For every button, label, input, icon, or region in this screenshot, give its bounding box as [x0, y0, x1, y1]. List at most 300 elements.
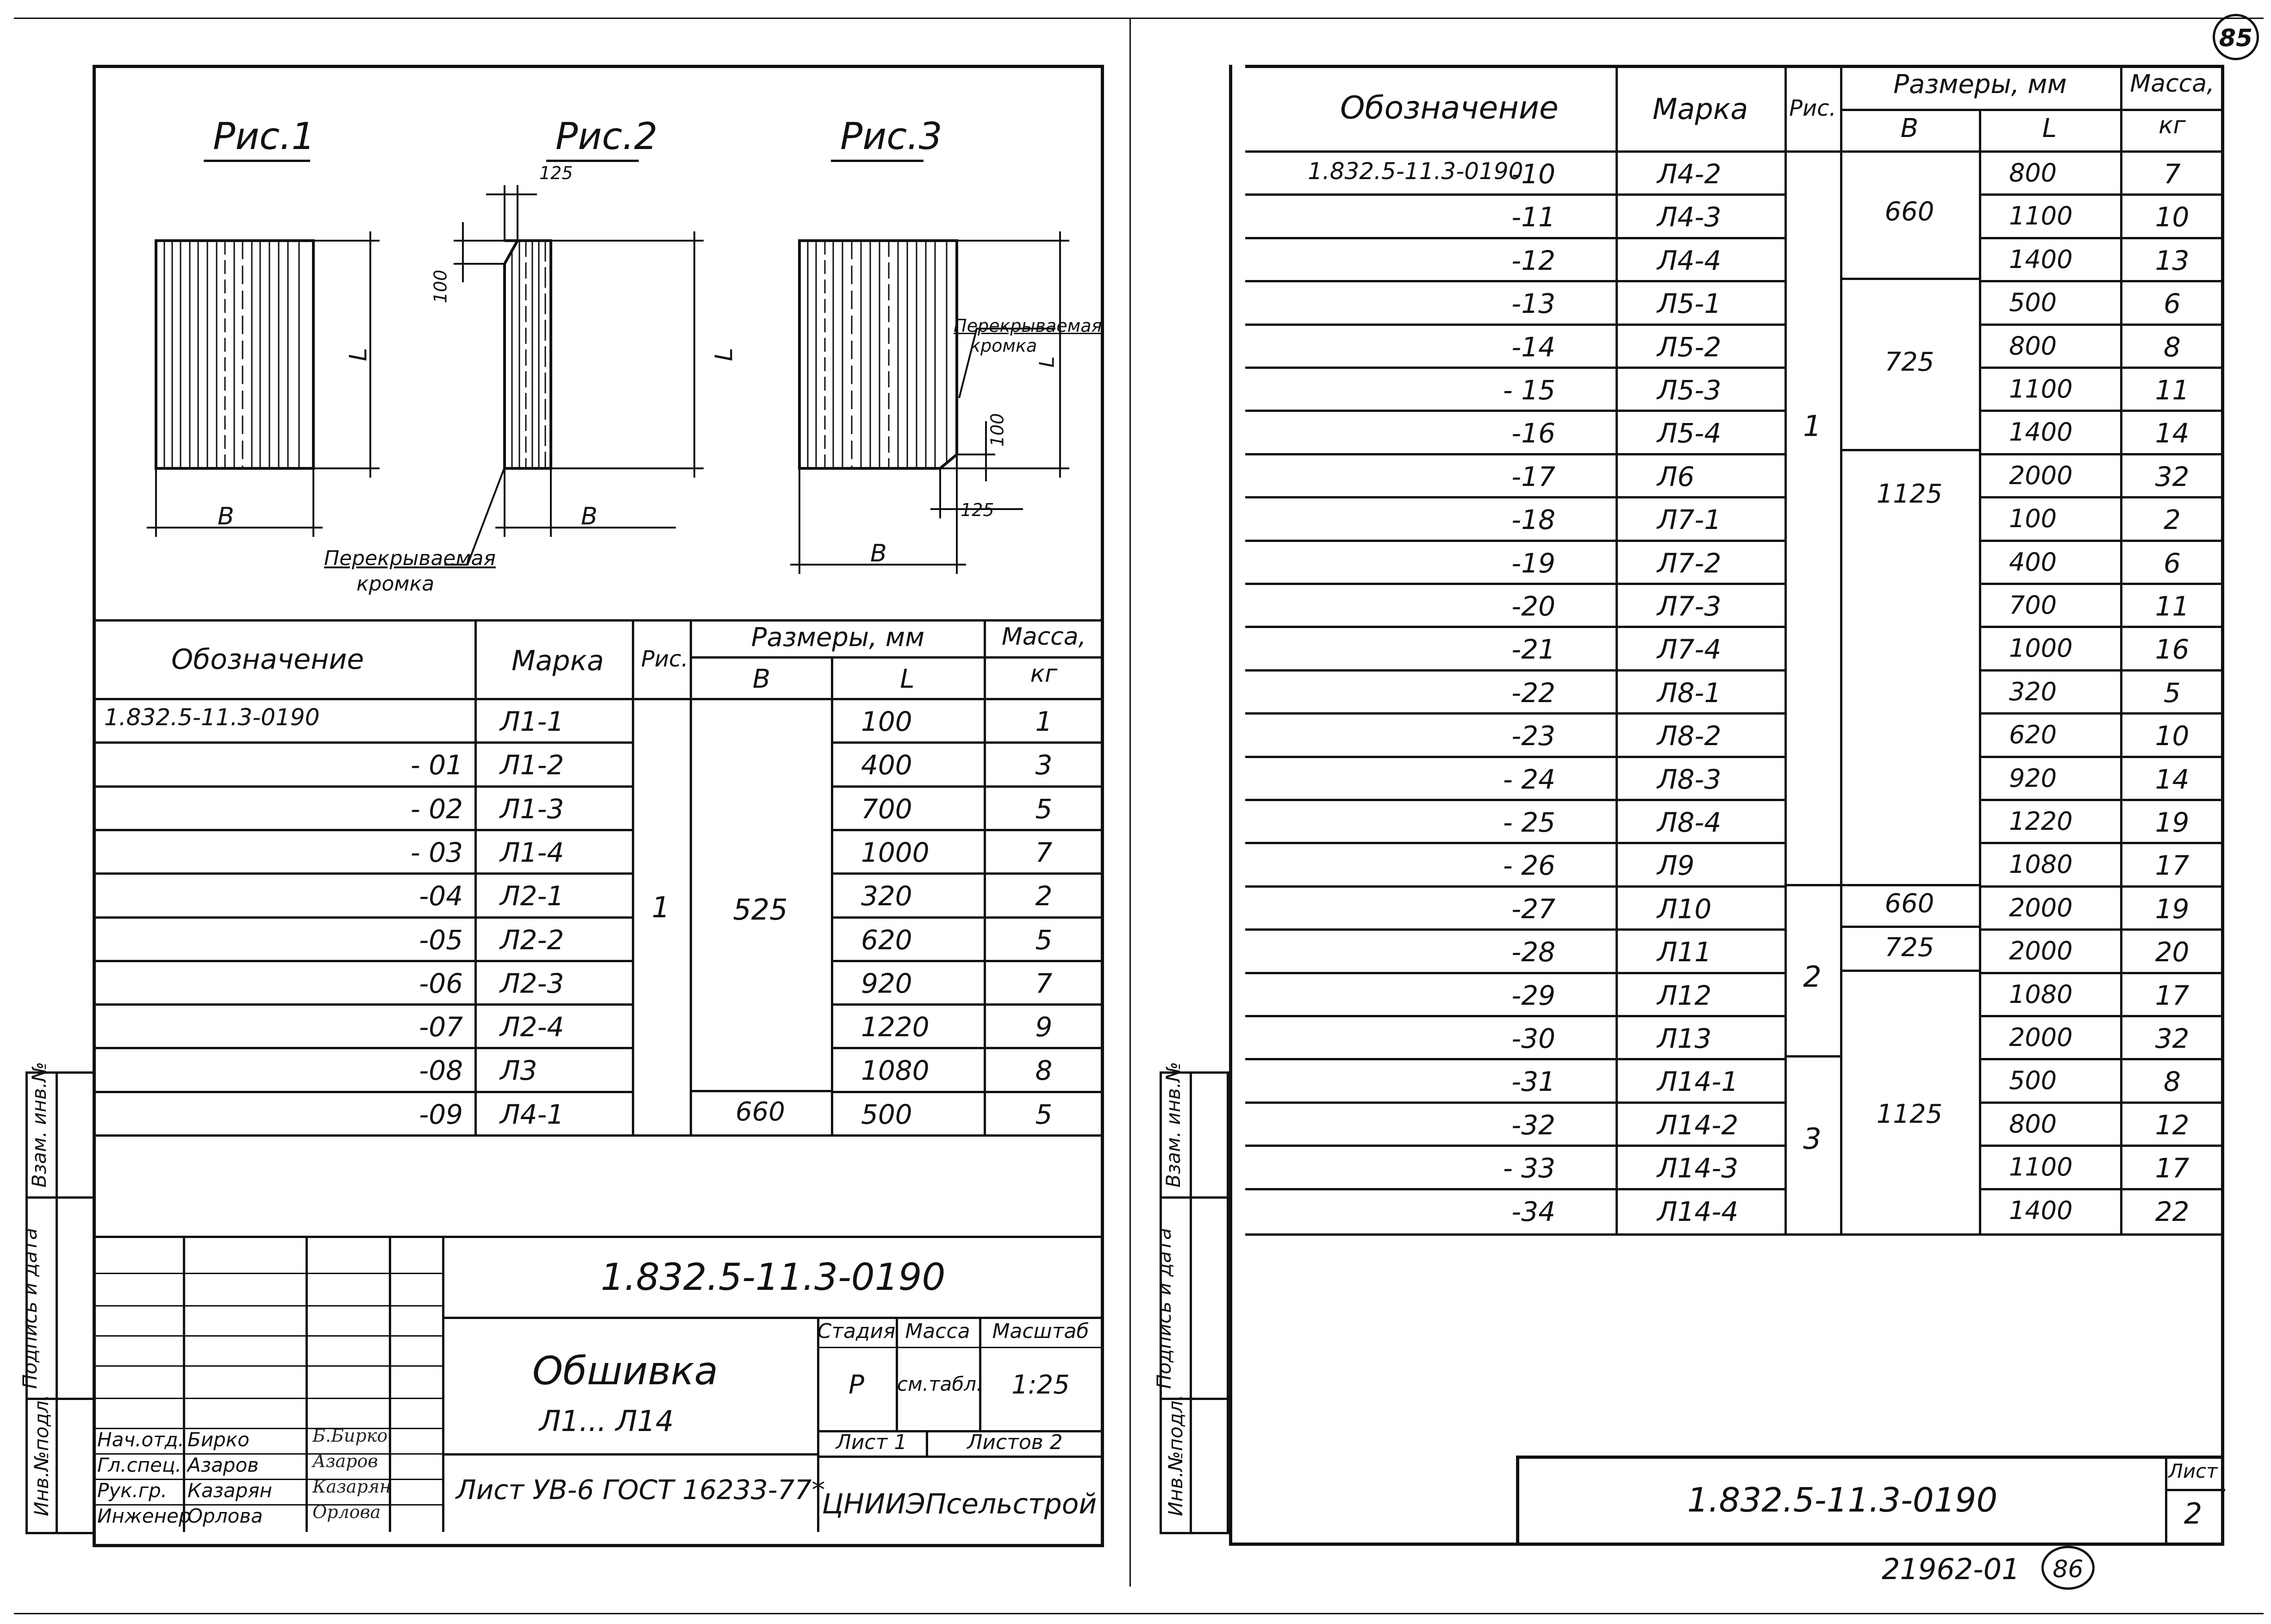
fig3-overlap-edge-line2: кромка: [970, 336, 1037, 356]
right-table-row-number: -30: [1511, 1023, 1555, 1054]
left-table-col-b-end: [831, 656, 833, 1134]
right-b-split-3: [1840, 884, 1979, 886]
left-table-bottom-border: [95, 1134, 1102, 1137]
right-table-row-mark: Л14-4: [1657, 1196, 1739, 1227]
right-header-mass-unit: кг: [2159, 112, 2186, 139]
title-block-range: Л1... Л14: [539, 1404, 674, 1438]
left-table-row-l: 500: [861, 1099, 912, 1130]
right-table-row-mark: Л8-2: [1657, 720, 1722, 752]
right-table-row-line: [1245, 280, 1784, 282]
right-table-row-mass: 11: [2155, 374, 2190, 406]
right-table-row-line-l: [1979, 453, 2224, 455]
right-table-row-number: -27: [1511, 893, 1555, 925]
right-table-row-number: - 15: [1503, 374, 1555, 406]
title-block-person-role: Нач.отд.: [97, 1428, 185, 1451]
left-table-row-l: 1220: [861, 1011, 930, 1043]
right-table-row-l: 1100: [2009, 201, 2073, 230]
left-table-row-mass: 5: [1035, 793, 1053, 825]
right-table-row-line-l: [1979, 928, 2224, 931]
title-block-sheet-label: Лист 1: [836, 1431, 907, 1454]
page-number-bottom: 86: [2053, 1556, 2084, 1583]
right-table-row-line-l: [1979, 324, 2224, 326]
right-header-mark: Марка: [1653, 92, 1748, 126]
left-table-row-number: -07: [419, 1011, 463, 1043]
fig3-overlap-edge-line1: Перекрываемая: [954, 316, 1102, 336]
left-table-row-l: 1000: [861, 837, 930, 868]
right-table-row-mass: 10: [2155, 720, 2190, 752]
right-table-row-mark: Л8-1: [1657, 677, 1722, 709]
right-table-row-mass: 16: [2155, 634, 2190, 665]
right-table-top-border: [1245, 65, 2224, 68]
title-block-grid-r4: [95, 1365, 442, 1367]
left-table-row-line-l: [831, 829, 1102, 831]
right-table-row-number: -16: [1511, 417, 1555, 449]
left-table-row-line: [95, 872, 632, 875]
right-table-row-mass: 11: [2155, 591, 2190, 622]
right-table-row-line: [1245, 972, 1784, 974]
right-table-row-number: -28: [1511, 936, 1555, 968]
title-block-grid-r5: [95, 1398, 442, 1399]
right-table-row-mark: Л7-4: [1657, 634, 1722, 665]
left-table-row-mass: 1: [1035, 706, 1053, 737]
right-table-row-mass: 20: [2155, 936, 2190, 968]
right-table-row-line-l: [1979, 1188, 2224, 1190]
right-table-row-mark: Л4-2: [1657, 158, 1722, 190]
title-block-org-top: [817, 1456, 1102, 1458]
title-block-grid-r3: [95, 1335, 442, 1337]
right-header-sizes: Размеры, мм: [1893, 69, 2067, 100]
right-table-row-number: -31: [1511, 1066, 1555, 1097]
right-table-row-mass: 5: [2164, 677, 2181, 709]
left-table-row-mark: Л2-1: [500, 880, 564, 912]
right-table-bottom-border: [1245, 1233, 2224, 1236]
left-table-row-l: 1080: [861, 1055, 930, 1086]
left-header-mass-unit: кг: [1030, 660, 1058, 688]
right-table-row-mass: 6: [2164, 288, 2181, 319]
right-side-stamp-h1: [1162, 1196, 1227, 1199]
left-header-size-l: L: [900, 664, 915, 694]
left-table-row-number: -06: [419, 968, 463, 999]
fig3-dim-125: 125: [961, 500, 994, 520]
left-table-row-line: [95, 1047, 632, 1049]
left-table-row-mass: 8: [1035, 1055, 1053, 1086]
right-side-stamp-divider: [1190, 1074, 1192, 1532]
title-block-person-name: Казарян: [187, 1479, 273, 1502]
right-b-group-6: 1125: [1876, 1099, 1943, 1129]
right-table-row-l: 1080: [2009, 980, 2073, 1009]
right-table-first-designation: 1.832.5-11.3-0190: [1308, 158, 1523, 185]
right-table-row-l: 1400: [2009, 245, 2073, 274]
left-table-fig-value: 1: [651, 890, 670, 924]
right-table-row-mark: Л7-3: [1657, 591, 1722, 622]
right-table-header-bottom: [1245, 150, 2224, 153]
title-block-sheets-label: Листов 2: [967, 1431, 1063, 1454]
right-table-row-mark: Л9: [1657, 850, 1695, 881]
right-table-row-mass: 32: [2155, 1023, 2190, 1054]
left-side-stamp-inv-orig: Инв.№подл.: [30, 1394, 53, 1516]
left-table-row-mass: 9: [1035, 1011, 1053, 1043]
right-fig-group-1: 1: [1803, 409, 1822, 443]
right-b-group-5: 725: [1884, 933, 1934, 963]
right-table-row-mass: 17: [2155, 1152, 2190, 1184]
right-header-designation: Обозначение: [1340, 90, 1559, 126]
title-block-grid-r1: [95, 1273, 442, 1274]
right-fig-split-1: [1784, 884, 1840, 886]
fig2-dim-b: B: [581, 503, 598, 530]
left-table-row-line: [95, 960, 632, 962]
right-table-row-l: 1220: [2009, 807, 2073, 836]
right-table-row-number: -34: [1511, 1196, 1555, 1227]
right-table-row-number: -11: [1511, 201, 1555, 233]
right-table-row-line-l: [1979, 1015, 2224, 1017]
right-table-row-l: 100: [2009, 504, 2057, 533]
left-table-row-mass: 5: [1035, 924, 1053, 956]
left-table-col-designation-end: [474, 619, 477, 1134]
left-table-row-mark: Л2-3: [500, 968, 564, 999]
right-table-row-line-l: [1979, 496, 2224, 498]
right-table-row-mark: Л14-1: [1657, 1066, 1739, 1097]
fig2-title-underline: [546, 160, 639, 162]
fig2-dim-l: L: [710, 348, 738, 361]
right-table-row-line-l: [1979, 626, 2224, 628]
right-table-row-line: [1245, 367, 1784, 369]
right-header-size-l: L: [2042, 113, 2057, 143]
left-table-b-last: 660: [736, 1097, 785, 1127]
right-table-row-line: [1245, 453, 1784, 455]
right-table-row-mark: Л14-3: [1657, 1152, 1739, 1184]
right-table-row-line: [1245, 799, 1784, 801]
fig1-title: Рис.1: [213, 115, 315, 158]
fig1-dim-l: L: [344, 348, 373, 361]
left-table-row-line: [95, 1003, 632, 1006]
right-table-row-mark: Л13: [1657, 1023, 1712, 1054]
right-table-row-number: -29: [1511, 980, 1555, 1011]
right-table-row-l: 920: [2009, 764, 2057, 793]
right-table-row-line: [1245, 626, 1784, 628]
page-number-circle-bottom: [2041, 1546, 2095, 1590]
right-table-row-mark: Л7-2: [1657, 548, 1722, 579]
right-table-row-number: -22: [1511, 677, 1555, 709]
left-table-row-l: 100: [861, 706, 912, 737]
right-header-fig: Рис.: [1789, 95, 1836, 121]
right-table-row-mass: 32: [2155, 461, 2190, 492]
left-side-stamp-replace-inv: Взам. инв.№: [28, 1062, 50, 1188]
right-table-row-mass: 8: [2164, 331, 2181, 363]
left-table-row-line: [95, 829, 632, 831]
right-table-row-mark: Л8-4: [1657, 807, 1722, 838]
left-table-row-mass: 5: [1035, 1099, 1053, 1130]
right-table-row-line-l: [1979, 193, 2224, 196]
right-table-row-line: [1245, 324, 1784, 326]
left-table-row-mark: Л1-1: [500, 706, 564, 737]
right-title-block-sheet-no: 2: [2184, 1497, 2202, 1531]
right-table-row-l: 1080: [2009, 850, 2073, 879]
title-block-labels-bottom: [817, 1347, 1102, 1348]
right-table-row-line-l: [1979, 1101, 2224, 1104]
right-table-row-line-l: [1979, 885, 2224, 888]
left-table-row-number: -04: [419, 880, 463, 912]
right-table-row-number: -13: [1511, 288, 1555, 319]
right-table-row-l: 700: [2009, 591, 2057, 620]
right-table-row-l: 1000: [2009, 634, 2073, 663]
right-table-row-line: [1245, 712, 1784, 715]
right-table-row-line-l: [1979, 367, 2224, 369]
right-table-row-line: [1245, 1101, 1784, 1104]
left-table-row-l: 700: [861, 793, 912, 825]
right-table-col-mark-end: [1784, 65, 1787, 1233]
right-table-row-number: -14: [1511, 331, 1555, 363]
right-table-row-line-l: [1979, 280, 2224, 282]
left-table-row-mark: Л4-1: [500, 1099, 564, 1130]
signature-2: Азаров: [312, 1451, 378, 1471]
left-table-b-main: 525: [733, 893, 788, 927]
title-block-person-role: Рук.гр.: [97, 1479, 167, 1502]
left-table-row-mark: Л2-4: [500, 1011, 564, 1043]
right-table-row-line: [1245, 756, 1784, 758]
title-block-person-name: Бирко: [187, 1428, 250, 1451]
right-b-split-5: [1840, 970, 1979, 972]
right-table-row-l: 1400: [2009, 1196, 2073, 1225]
title-block-top: [95, 1236, 1102, 1238]
right-header-mass: Масса,: [2130, 70, 2215, 98]
left-header-fig: Рис.: [641, 646, 688, 672]
left-header-mark: Марка: [512, 645, 604, 677]
right-table-row-line: [1245, 496, 1784, 498]
left-table-row-mark: Л2-2: [500, 924, 564, 956]
right-fig-group-3: 3: [1803, 1122, 1822, 1156]
right-table-row-number: -19: [1511, 548, 1555, 579]
left-table-row-line-l: [831, 1047, 1102, 1049]
right-table-row-mass: 12: [2155, 1109, 2190, 1141]
right-sheet-frame: [1229, 65, 2224, 1546]
left-table-row-line-l: [831, 741, 1102, 744]
right-table-row-line: [1245, 928, 1784, 931]
left-table-row-mark: Л1-3: [500, 793, 564, 825]
right-table-row-line: [1245, 583, 1784, 585]
right-table-row-mark: Л12: [1657, 980, 1712, 1011]
title-block-name: Обшивка: [532, 1348, 718, 1394]
right-b-split-2: [1840, 449, 1979, 451]
right-table-row-mass: 14: [2155, 764, 2190, 795]
title-block-col2: [306, 1236, 308, 1532]
right-table-row-line-l: [1979, 1145, 2224, 1147]
left-table-row-mark: Л3: [500, 1055, 537, 1086]
right-table-row-line: [1245, 540, 1784, 542]
fig2-title: Рис.2: [555, 115, 658, 158]
right-table-row-mass: 13: [2155, 245, 2190, 276]
right-table-row-line: [1245, 237, 1784, 239]
title-block-grid-r2: [95, 1305, 442, 1307]
right-title-block-sheet-label: Лист: [2168, 1460, 2218, 1482]
right-table-row-mass: 7: [2164, 158, 2181, 190]
right-table-row-line: [1245, 193, 1784, 196]
right-table-row-number: - 24: [1503, 764, 1555, 795]
right-table-row-line-l: [1979, 237, 2224, 239]
right-b-group-2: 725: [1884, 347, 1934, 377]
left-table-row-line: [95, 741, 632, 744]
right-table-row-mark: Л10: [1657, 893, 1712, 925]
left-table-row-line-l: [831, 785, 1102, 788]
left-table-row-l: 920: [861, 968, 912, 999]
right-table-row-l: 1100: [2009, 374, 2073, 404]
fig3-dim-l: L: [1035, 356, 1059, 368]
left-table-row-mass: 7: [1035, 968, 1053, 999]
right-table-row-mass: 19: [2155, 893, 2190, 925]
right-table-row-l: 400: [2009, 548, 2057, 577]
right-table-row-line: [1245, 1188, 1784, 1190]
left-table-row-number: -08: [419, 1055, 463, 1086]
left-table-row-mass: 2: [1035, 880, 1053, 912]
right-table-row-mark: Л5-2: [1657, 331, 1722, 363]
right-b-group-3: 1125: [1876, 479, 1943, 509]
right-table-row-line-l: [1979, 756, 2224, 758]
right-b-split-4: [1840, 926, 1979, 928]
left-table-col-mark-end: [632, 619, 634, 1134]
title-block-person-name: Орлова: [187, 1505, 263, 1527]
left-table-row-number: - 03: [410, 837, 463, 868]
right-table-row-l: 500: [2009, 288, 2057, 317]
title-block-scale-label: Масштаб: [992, 1319, 1089, 1343]
title-block-code: 1.832.5-11.3-0190: [600, 1256, 946, 1299]
left-table-row-mark: Л1-4: [500, 837, 564, 868]
right-table-row-line-l: [1979, 799, 2224, 801]
right-table-row-l: 1400: [2009, 417, 2073, 447]
title-block-scale: 1:25: [1011, 1370, 1070, 1400]
right-header-size-b: B: [1900, 113, 1919, 143]
left-side-stamp-divider: [56, 1074, 58, 1532]
right-table-row-l: 800: [2009, 1109, 2057, 1139]
right-table-row-number: -21: [1511, 634, 1555, 665]
right-table-row-mark: Л5-1: [1657, 288, 1722, 319]
right-table-row-number: -20: [1511, 591, 1555, 622]
signature-3: Казарян: [312, 1476, 391, 1497]
left-table-top-border: [95, 619, 1102, 622]
right-table-row-number: - 25: [1503, 807, 1555, 838]
signature-1: Б.Бирко: [312, 1425, 388, 1446]
left-table-row-mark: Л1-2: [500, 749, 564, 781]
title-block-stage: Р: [849, 1370, 864, 1400]
right-table-row-number: -23: [1511, 720, 1555, 752]
right-b-group-1: 660: [1884, 197, 1934, 227]
right-table-row-l: 1100: [2009, 1152, 2073, 1182]
right-table-row-mass: 22: [2155, 1196, 2190, 1227]
left-table-row-number: -05: [419, 924, 463, 956]
left-table-row-line-l: [831, 1003, 1102, 1006]
right-table-row-l: 620: [2009, 720, 2057, 749]
right-b-split-1: [1840, 278, 1979, 280]
right-side-stamp-replace-inv: Взам. инв.№: [1162, 1062, 1185, 1188]
title-block-person-role: Гл.спец.: [97, 1454, 181, 1476]
right-table-row-mark: Л5-3: [1657, 374, 1722, 406]
title-block-code-bottom: [442, 1317, 1102, 1319]
left-table-first-designation: 1.832.5-11.3-0190: [104, 704, 320, 731]
right-table-row-mark: Л11: [1657, 936, 1712, 968]
right-table-row-mark: Л7-1: [1657, 504, 1722, 535]
right-table-row-line-l: [1979, 410, 2224, 412]
fig3-dim-b: B: [870, 540, 887, 567]
fig1-dim-b: B: [218, 503, 234, 530]
left-header-sizes: Размеры, мм: [751, 622, 925, 653]
left-side-stamp-sign-date: Подпись и дата: [19, 1228, 41, 1389]
right-table-row-mass: 10: [2155, 201, 2190, 233]
left-table-row-number: - 01: [410, 749, 463, 781]
right-table-row-number: -12: [1511, 245, 1555, 276]
left-table-subheader-line: [690, 656, 1102, 659]
right-table-row-l: 800: [2009, 331, 2057, 361]
right-side-stamp-inv-orig: Инв.№подл.: [1164, 1394, 1187, 1516]
signature-4: Орлова: [312, 1502, 381, 1522]
left-table-row-line-l: [831, 698, 1102, 700]
left-table-row-number: -09: [419, 1099, 463, 1130]
page-number-circle-top: [2213, 14, 2259, 60]
right-table-row-line-l: [1979, 1058, 2224, 1060]
right-table-row-line: [1245, 1058, 1784, 1060]
right-table-row-line: [1245, 410, 1784, 412]
title-block-org: ЦНИИЭПсельстрой: [822, 1488, 1097, 1520]
right-table-row-mark: Л8-3: [1657, 764, 1722, 795]
title-block-person-role: Инженер: [97, 1505, 191, 1527]
left-table-row-mass: 3: [1035, 749, 1053, 781]
fig2-dim-100: 100: [430, 269, 451, 304]
left-table-row-line: [95, 785, 632, 788]
left-table-row-line-l: [831, 916, 1102, 919]
right-table-row-line: [1245, 1145, 1784, 1147]
left-header-designation: Обозначение: [171, 643, 364, 676]
fig3-sheet-drawing: [782, 222, 1097, 592]
right-table-col-fig-end: [1840, 65, 1842, 1233]
right-table-row-mark: Л5-4: [1657, 417, 1722, 449]
right-table-row-l: 320: [2009, 677, 2057, 706]
left-table-row-line: [95, 916, 632, 919]
right-table-row-mark: Л6: [1657, 461, 1695, 492]
left-header-mass: Масса,: [1001, 623, 1086, 651]
right-table-row-mass: 14: [2155, 417, 2190, 449]
right-table-row-mark: Л4-4: [1657, 245, 1722, 276]
fig3-title-underline: [831, 160, 923, 162]
right-title-block-sheet-line: [2165, 1489, 2225, 1491]
right-side-stamp-sign-date: Подпись и дата: [1153, 1228, 1175, 1389]
right-table-row-line-l: [1979, 583, 2224, 585]
title-block-mass: см.табл.: [897, 1373, 983, 1395]
right-table-row-line-l: [1979, 540, 2224, 542]
right-table-row-mass: 8: [2164, 1066, 2181, 1097]
left-table-row-l: 620: [861, 924, 912, 956]
title-block-mass-label: Масса: [905, 1319, 970, 1343]
title-block-col1: [183, 1236, 185, 1532]
right-table-row-l: 800: [2009, 158, 2057, 187]
left-table-b-split: [690, 1090, 831, 1092]
title-block-material: Лист УВ-6 ГОСТ 16233-77*: [456, 1474, 825, 1506]
title-block-stage-label: Стадия: [817, 1319, 896, 1343]
inventory-number: 21962-01: [1882, 1552, 2020, 1586]
fig3-title: Рис.3: [840, 115, 942, 158]
left-table-col-fig-end: [690, 619, 692, 1134]
top-edge-line: [14, 18, 2264, 19]
right-fig-split-2: [1784, 1055, 1840, 1058]
right-title-block-code: 1.832.5-11.3-0190: [1687, 1481, 1998, 1519]
right-table-row-line: [1245, 885, 1784, 888]
left-table-row-line-l: [831, 960, 1102, 962]
right-table-row-number: - 33: [1503, 1152, 1555, 1184]
fig1-sheet-drawing: [143, 222, 393, 583]
right-table-row-number: -18: [1511, 504, 1555, 535]
page-number-top: 85: [2219, 25, 2253, 52]
left-table-row-line-l: [831, 872, 1102, 875]
right-table-row-mark: Л14-2: [1657, 1109, 1739, 1141]
right-table-row-mass: 17: [2155, 850, 2190, 881]
right-table-row-line: [1245, 1015, 1784, 1017]
right-table-row-line: [1245, 842, 1784, 844]
